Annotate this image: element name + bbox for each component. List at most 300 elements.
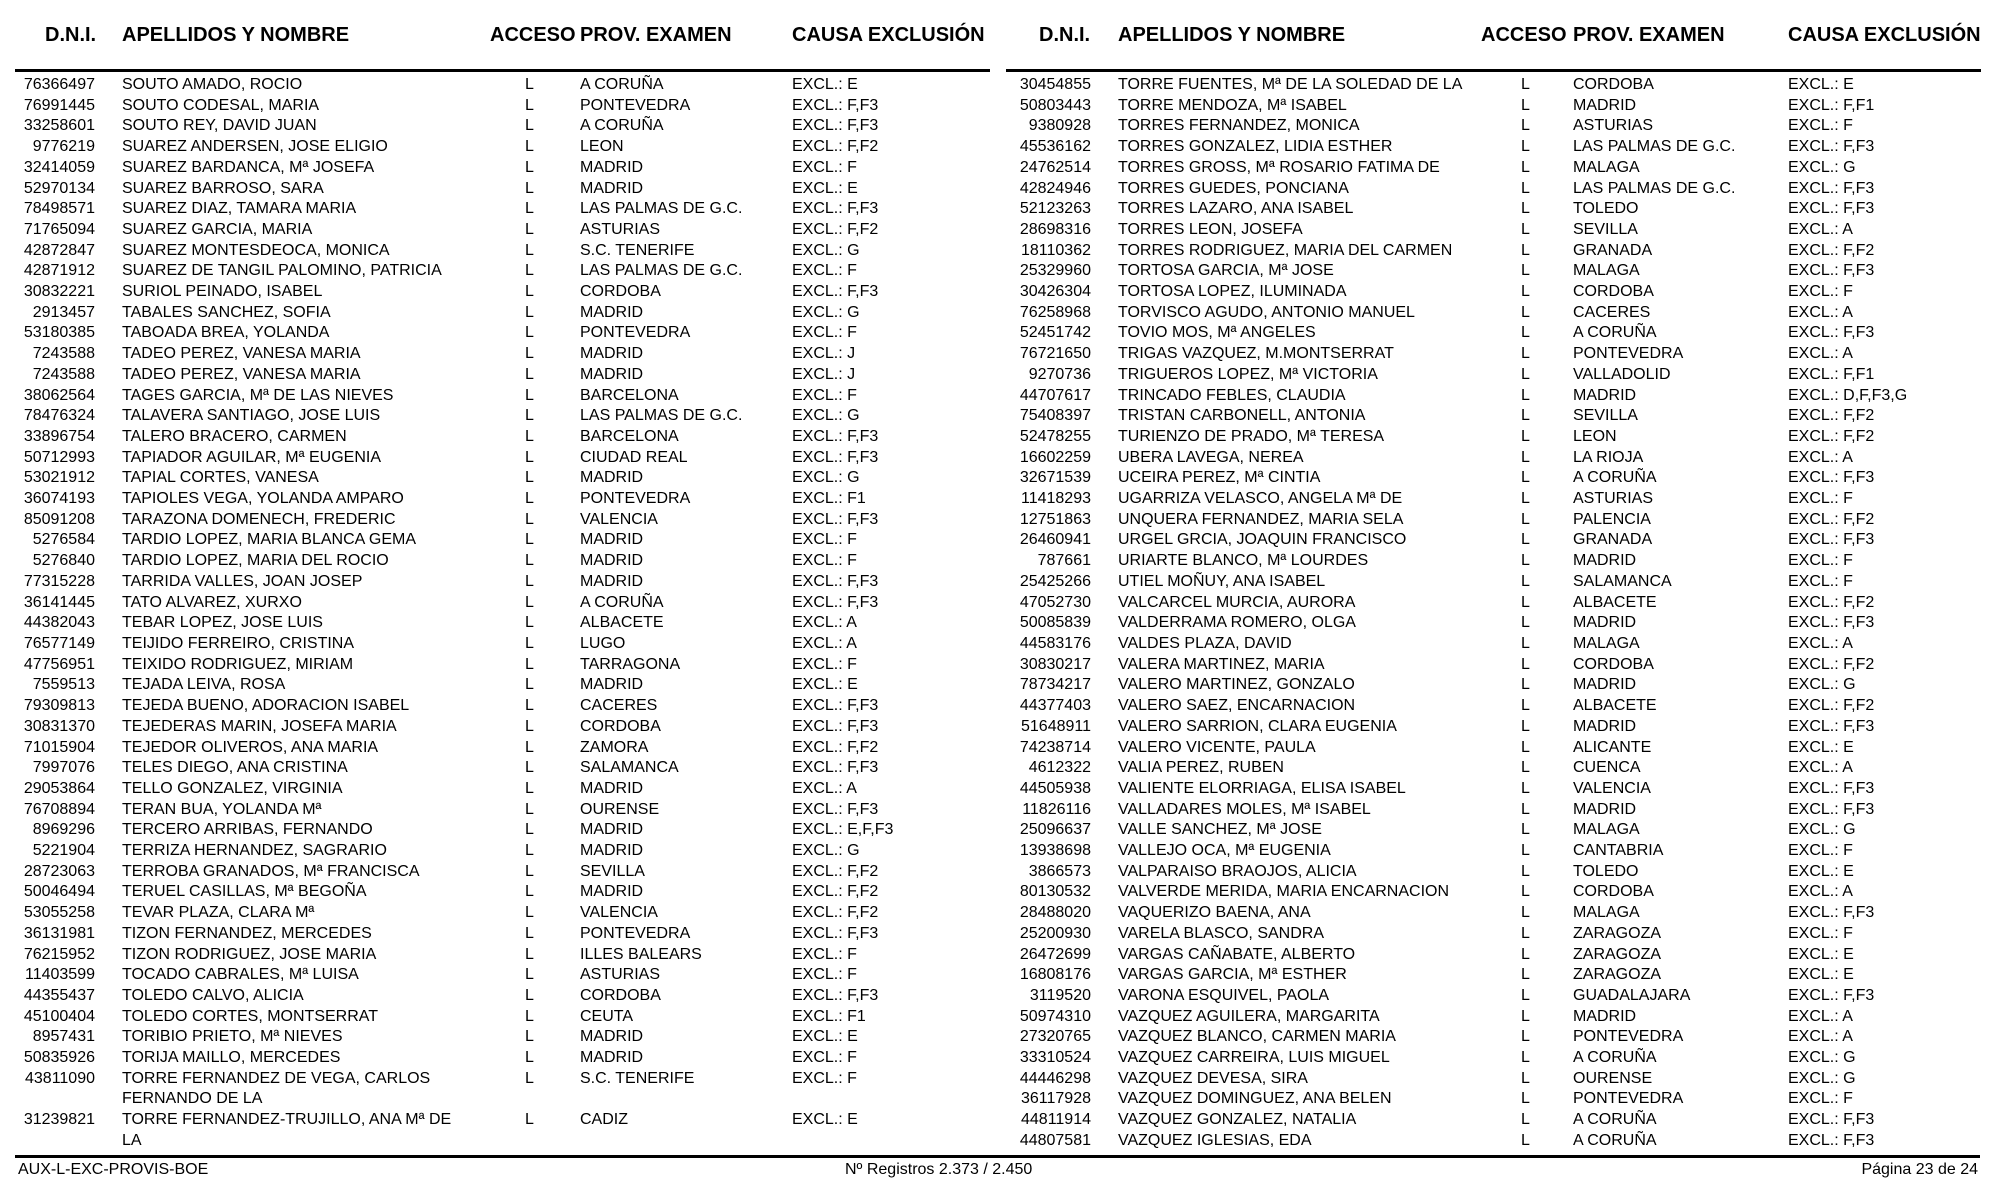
cell-prov: MADRID xyxy=(580,821,644,839)
cell-name: VALCARCEL MURCIA, AURORA xyxy=(1118,593,1356,611)
cell-prov: ASTURIAS xyxy=(580,966,661,984)
cell-prov: A CORUÑA xyxy=(1573,1111,1657,1129)
cell-prov: A CORUÑA xyxy=(1573,1131,1657,1149)
cell-acceso: L xyxy=(525,324,534,342)
cell-prov: MADRID xyxy=(1573,800,1637,818)
table-row xyxy=(1006,862,1981,883)
table-row xyxy=(15,965,990,986)
cell-prov: ZARAGOZA xyxy=(1573,945,1662,963)
cell-dni: 50803443 xyxy=(1019,96,1091,114)
cell-acceso: L xyxy=(1521,531,1530,549)
cell-name: UBERA LAVEGA, NEREA xyxy=(1118,448,1304,466)
cell-name: TORRES FERNANDEZ, MONICA xyxy=(1118,117,1360,135)
cell-prov: CADIZ xyxy=(580,1111,628,1129)
right-rows xyxy=(1006,75,1981,1152)
cell-causa: EXCL.: F xyxy=(792,655,857,673)
cell-name: TOVIO MOS, Mª ANGELES xyxy=(1118,324,1316,342)
cell-acceso: L xyxy=(1521,448,1530,466)
table-row xyxy=(1006,903,1981,924)
cell-prov: LAS PALMAS DE G.C. xyxy=(580,407,743,425)
cell-prov: PONTEVEDRA xyxy=(580,924,691,942)
header-causa: CAUSA EXCLUSIÓN xyxy=(792,24,985,46)
table-row xyxy=(1006,261,1981,282)
cell-name: UCEIRA PEREZ, Mª CINTIA xyxy=(1118,469,1321,487)
table-row xyxy=(15,323,990,344)
cell-causa: EXCL.: F,F3 xyxy=(1788,531,1875,549)
cell-causa: EXCL.: G xyxy=(1788,158,1856,176)
cell-name: TARDIO LOPEZ, MARIA BLANCA GEMA xyxy=(122,531,416,549)
table-row xyxy=(15,220,990,241)
cell-causa: EXCL.: F,F3 xyxy=(792,510,879,528)
cell-name: VALVERDE MERIDA, MARIA ENCARNACION xyxy=(1118,883,1450,901)
cell-acceso: L xyxy=(525,986,534,1004)
cell-prov: MADRID xyxy=(580,1028,644,1046)
cell-name: TAPIADOR AGUILAR, Mª EUGENIA xyxy=(122,448,382,466)
cell-dni: 47756951 xyxy=(23,655,95,673)
table-row xyxy=(15,986,990,1007)
cell-prov: TARRAGONA xyxy=(580,655,681,673)
table-row xyxy=(1006,468,1981,489)
cell-prov: MADRID xyxy=(1573,717,1637,735)
table-row xyxy=(1006,448,1981,469)
table-row xyxy=(1006,137,1981,158)
cell-dni: 30830217 xyxy=(1019,655,1091,673)
cell-acceso: L xyxy=(525,593,534,611)
cell-acceso: L xyxy=(525,1007,534,1025)
cell-causa: EXCL.: E xyxy=(1788,738,1854,756)
cell-dni: 76577149 xyxy=(23,634,95,652)
table-row xyxy=(1006,1131,1981,1152)
cell-name: TEVAR PLAZA, CLARA Mª xyxy=(122,904,315,922)
cell-name: TABOADA BREA, YOLANDA xyxy=(122,324,330,342)
table-row xyxy=(1006,96,1981,117)
cell-acceso: L xyxy=(525,1028,534,1046)
cell-dni: 3119520 xyxy=(1029,986,1091,1004)
cell-dni: 44505938 xyxy=(1019,779,1091,797)
cell-prov: MADRID xyxy=(580,552,644,570)
cell-prov: LA RIOJA xyxy=(1573,448,1644,466)
cell-name: TORRES LEON, JOSEFA xyxy=(1118,220,1303,238)
cell-causa: EXCL.: F xyxy=(1788,572,1853,590)
cell-causa: EXCL.: F,F3 xyxy=(792,986,879,1004)
cell-causa: EXCL.: A xyxy=(1788,634,1853,652)
cell-name: TORIJA MAILLO, MERCEDES xyxy=(122,1049,341,1067)
cell-acceso: L xyxy=(525,572,534,590)
cell-prov: MADRID xyxy=(1573,676,1637,694)
table-row xyxy=(1006,489,1981,510)
cell-dni: 29053864 xyxy=(23,779,95,797)
cell-causa: EXCL.: F,F3 xyxy=(792,283,879,301)
cell-prov: MALAGA xyxy=(1573,262,1640,280)
cell-dni: 42872847 xyxy=(23,241,95,259)
cell-dni: 36141445 xyxy=(23,593,95,611)
cell-prov: MADRID xyxy=(580,572,644,590)
cell-acceso: L xyxy=(1521,345,1530,363)
cell-acceso: L xyxy=(1521,738,1530,756)
cell-name: SUAREZ DE TANGIL PALOMINO, PATRICIA xyxy=(122,262,442,280)
cell-causa: EXCL.: A xyxy=(1788,345,1853,363)
cell-name: VALLADARES MOLES, Mª ISABEL xyxy=(1118,800,1371,818)
cell-prov: PONTEVEDRA xyxy=(580,490,691,508)
cell-dni: 44446298 xyxy=(1019,1069,1091,1087)
table-row xyxy=(15,903,990,924)
table-header xyxy=(1006,20,1981,50)
cell-dni: 25096637 xyxy=(1019,821,1091,839)
cell-dni: 44707617 xyxy=(1019,386,1091,404)
cell-acceso: L xyxy=(525,345,534,363)
table-row xyxy=(15,1007,990,1028)
cell-dni: 44583176 xyxy=(1019,634,1091,652)
cell-prov: MADRID xyxy=(1573,1007,1637,1025)
cell-dni: 78476324 xyxy=(23,407,95,425)
cell-acceso: L xyxy=(525,614,534,632)
cell-dni: 26472699 xyxy=(1019,945,1091,963)
cell-prov: LEON xyxy=(1573,427,1617,445)
cell-dni: 31239821 xyxy=(23,1111,95,1129)
cell-acceso: L xyxy=(525,697,534,715)
cell-dni: 45536162 xyxy=(1019,138,1091,156)
table-row xyxy=(15,924,990,945)
cell-acceso: L xyxy=(1521,842,1530,860)
cell-dni: 16602259 xyxy=(1019,448,1091,466)
cell-dni: 36117928 xyxy=(1021,1090,1091,1108)
cell-dni: 71015904 xyxy=(23,738,95,756)
table-row xyxy=(1006,738,1981,759)
cell-causa: EXCL.: A xyxy=(1788,448,1853,466)
cell-causa: EXCL.: F,F2 xyxy=(792,904,879,922)
cell-causa: EXCL.: J xyxy=(792,345,856,363)
cell-dni: 12751863 xyxy=(1019,510,1091,528)
cell-name: TARRIDA VALLES, JOAN JOSEP xyxy=(122,572,363,590)
cell-prov: MADRID xyxy=(1573,552,1637,570)
table-row xyxy=(15,634,990,655)
table-row xyxy=(1006,820,1981,841)
cell-dni: 76991445 xyxy=(23,96,95,114)
cell-acceso: L xyxy=(1521,1111,1530,1129)
cell-acceso: L xyxy=(525,800,534,818)
table-row xyxy=(15,241,990,262)
cell-acceso: L xyxy=(525,1069,534,1087)
cell-causa: EXCL.: J xyxy=(792,365,856,383)
cell-dni: 50085839 xyxy=(1019,614,1091,632)
cell-prov: TOLEDO xyxy=(1573,862,1639,880)
cell-acceso: L xyxy=(1521,697,1530,715)
table-row xyxy=(15,696,990,717)
table-row xyxy=(15,510,990,531)
cell-causa: EXCL.: E xyxy=(792,179,858,197)
cell-name: TORTOSA GARCIA, Mª JOSE xyxy=(1118,262,1334,280)
table-row xyxy=(1006,779,1981,800)
cell-name: VALLE SANCHEZ, Mª JOSE xyxy=(1118,821,1322,839)
cell-acceso: L xyxy=(525,220,534,238)
cell-prov: MADRID xyxy=(580,179,644,197)
cell-prov: VALENCIA xyxy=(580,904,658,922)
cell-name: VALERO VICENTE, PAULA xyxy=(1118,738,1316,756)
table-row xyxy=(1006,179,1981,200)
cell-dni: 13938698 xyxy=(1019,842,1091,860)
cell-acceso: L xyxy=(525,490,534,508)
cell-dni: 36131981 xyxy=(23,924,95,942)
cell-acceso: L xyxy=(525,904,534,922)
cell-acceso: L xyxy=(1521,883,1530,901)
cell-dni: 33258601 xyxy=(23,117,95,135)
cell-acceso: L xyxy=(525,469,534,487)
table-header xyxy=(15,20,990,50)
cell-acceso: L xyxy=(525,303,534,321)
cell-acceso: L xyxy=(525,552,534,570)
cell-name: TATO ALVAREZ, XURXO xyxy=(122,593,302,611)
table-row xyxy=(15,882,990,903)
cell-name: TIZON RODRIGUEZ, JOSE MARIA xyxy=(122,945,377,963)
cell-causa: EXCL.: E xyxy=(1788,862,1854,880)
table-row xyxy=(1006,675,1981,696)
cell-dni: 30831370 xyxy=(23,717,95,735)
cell-acceso: L xyxy=(1521,96,1530,114)
cell-acceso: L xyxy=(1521,490,1530,508)
cell-causa: EXCL.: F,F3 xyxy=(1788,179,1875,197)
cell-causa: EXCL.: E xyxy=(792,76,858,93)
cell-causa: EXCL.: A xyxy=(792,634,857,652)
cell-name: TALERO BRACERO, CARMEN xyxy=(122,427,347,445)
cell-name: UTIEL MOÑUY, ANA ISABEL xyxy=(1118,572,1326,590)
cell-name: TELES DIEGO, ANA CRISTINA xyxy=(122,759,348,777)
cell-dni: 42824946 xyxy=(1019,179,1091,197)
table-row xyxy=(15,386,990,407)
cell-prov: MADRID xyxy=(580,779,644,797)
cell-causa: EXCL.: A xyxy=(1788,220,1853,238)
cell-prov: S.C. TENERIFE xyxy=(580,1069,695,1087)
cell-acceso: L xyxy=(1521,1069,1530,1087)
cell-acceso: L xyxy=(1521,469,1530,487)
cell-name: TEIJIDO FERREIRO, CRISTINA xyxy=(122,634,355,652)
cell-acceso: L xyxy=(525,365,534,383)
table-row xyxy=(1006,365,1981,386)
cell-dni: 52478255 xyxy=(1019,427,1091,445)
cell-name: TEJEDA BUENO, ADORACION ISABEL xyxy=(122,697,410,715)
cell-causa: EXCL.: A xyxy=(1788,1007,1853,1025)
cell-causa: EXCL.: F,F3 xyxy=(1788,262,1875,280)
cell-acceso: L xyxy=(1521,76,1530,93)
cell-acceso: L xyxy=(1521,510,1530,528)
cell-dni: 47052730 xyxy=(1019,593,1091,611)
cell-acceso: L xyxy=(1521,158,1530,176)
header-rule xyxy=(1006,69,1981,72)
table-row xyxy=(15,427,990,448)
cell-prov: SALAMANCA xyxy=(1573,572,1672,590)
cell-prov: MALAGA xyxy=(1573,634,1640,652)
table-row xyxy=(1006,572,1981,593)
cell-prov: A CORUÑA xyxy=(580,117,664,135)
cell-dni: 44811914 xyxy=(1021,1111,1091,1129)
cell-name: SUAREZ ANDERSEN, JOSE ELIGIO xyxy=(122,138,388,156)
table-row xyxy=(15,179,990,200)
table-row xyxy=(15,572,990,593)
cell-acceso: L xyxy=(525,966,534,984)
cell-prov: TOLEDO xyxy=(1573,200,1639,218)
cell-causa: EXCL.: F,F2 xyxy=(1788,697,1875,715)
cell-acceso: L xyxy=(1521,220,1530,238)
cell-dni: 11418293 xyxy=(1021,490,1091,508)
table-row xyxy=(1006,427,1981,448)
cell-acceso: L xyxy=(525,386,534,404)
cell-causa: EXCL.: G xyxy=(792,842,860,860)
cell-causa: EXCL.: E xyxy=(1788,76,1854,93)
table-row xyxy=(15,137,990,158)
cell-name: TORRE FERNANDEZ-TRUJILLO, ANA Mª DE LA xyxy=(122,1111,452,1149)
cell-name: VALERA MARTINEZ, MARIA xyxy=(1118,655,1325,673)
table-row xyxy=(15,551,990,572)
cell-prov: MALAGA xyxy=(1573,904,1640,922)
cell-prov: S.C. TENERIFE xyxy=(580,241,695,259)
cell-acceso: L xyxy=(1521,1028,1530,1046)
table-row xyxy=(15,406,990,427)
cell-causa: EXCL.: F xyxy=(1788,552,1853,570)
cell-prov: CACERES xyxy=(580,697,658,715)
cell-dni: 43811090 xyxy=(25,1069,95,1087)
table-row xyxy=(15,530,990,551)
cell-name: TADEO PEREZ, VANESA MARIA xyxy=(122,345,361,363)
cell-causa: EXCL.: F,F3 xyxy=(1788,614,1875,632)
cell-dni: 24762514 xyxy=(1019,158,1091,176)
table-row xyxy=(15,779,990,800)
cell-causa: EXCL.: F,F3 xyxy=(792,800,879,818)
cell-acceso: L xyxy=(1521,200,1530,218)
table-row xyxy=(15,862,990,883)
table-row xyxy=(1006,220,1981,241)
cell-prov: LUGO xyxy=(580,634,626,652)
cell-causa: EXCL.: A xyxy=(1788,759,1853,777)
cell-causa: EXCL.: F xyxy=(792,262,857,280)
cell-prov: PONTEVEDRA xyxy=(1573,1028,1684,1046)
cell-causa: EXCL.: F xyxy=(1788,117,1853,135)
cell-acceso: L xyxy=(1521,717,1530,735)
cell-acceso: L xyxy=(525,407,534,425)
cell-acceso: L xyxy=(1521,779,1530,797)
cell-name: VARONA ESQUIVEL, PAOLA xyxy=(1118,986,1330,1004)
table-row xyxy=(15,365,990,386)
cell-prov: VALENCIA xyxy=(1573,779,1651,797)
table-row xyxy=(1006,613,1981,634)
cell-name: TERROBA GRANADOS, Mª FRANCISCA xyxy=(122,862,420,880)
cell-name: TORTOSA LOPEZ, ILUMINADA xyxy=(1118,283,1347,301)
cell-prov: LAS PALMAS DE G.C. xyxy=(1573,138,1736,156)
table-row xyxy=(1006,1089,1981,1110)
cell-causa: EXCL.: E xyxy=(792,676,858,694)
cell-causa: EXCL.: E xyxy=(1788,966,1854,984)
cell-causa: EXCL.: F xyxy=(1788,842,1853,860)
cell-causa: EXCL.: A xyxy=(1788,303,1853,321)
cell-dni: 28723063 xyxy=(23,862,95,880)
table-row xyxy=(1006,717,1981,738)
cell-prov: CEUTA xyxy=(580,1007,634,1025)
cell-dni: 44382043 xyxy=(23,614,95,632)
cell-causa: EXCL.: F,F3 xyxy=(792,717,879,735)
cell-acceso: L xyxy=(525,1049,534,1067)
table-row xyxy=(15,945,990,966)
cell-name: TORRE MENDOZA, Mª ISABEL xyxy=(1118,96,1347,114)
cell-name: TORRES GONZALEZ, LIDIA ESTHER xyxy=(1118,138,1393,156)
cell-acceso: L xyxy=(1521,593,1530,611)
table-row xyxy=(15,489,990,510)
header-causa: CAUSA EXCLUSIÓN xyxy=(1788,24,1981,46)
cell-acceso: L xyxy=(525,531,534,549)
header-rule xyxy=(15,69,990,72)
cell-causa: EXCL.: G xyxy=(792,303,860,321)
cell-name: SUAREZ GARCIA, MARIA xyxy=(122,220,313,238)
cell-prov: CORDOBA xyxy=(580,717,661,735)
table-row xyxy=(1006,945,1981,966)
cell-causa: EXCL.: F1 xyxy=(792,490,866,508)
cell-prov: CUENCA xyxy=(1573,759,1641,777)
cell-dni: 85091208 xyxy=(23,510,95,528)
cell-acceso: L xyxy=(1521,179,1530,197)
cell-name: TORRES GROSS, Mª ROSARIO FATIMA DE xyxy=(1118,158,1440,176)
cell-causa: EXCL.: E,F,F3 xyxy=(792,821,894,839)
cell-dni: 53180385 xyxy=(23,324,95,342)
cell-causa: EXCL.: F xyxy=(792,552,857,570)
table-row xyxy=(1006,406,1981,427)
cell-dni: 28698316 xyxy=(1019,220,1091,238)
cell-dni: 38062564 xyxy=(23,386,95,404)
cell-dni: 77315228 xyxy=(23,572,95,590)
cell-dni: 30832221 xyxy=(23,283,95,301)
cell-prov: PONTEVEDRA xyxy=(1573,1090,1684,1108)
cell-dni: 9380928 xyxy=(1028,117,1091,135)
cell-causa: EXCL.: F,F2 xyxy=(1788,241,1875,259)
cell-acceso: L xyxy=(1521,1049,1530,1067)
cell-name: SUAREZ BARDANCA, Mª JOSEFA xyxy=(122,158,375,176)
cell-name: SOUTO AMADO, ROCIO xyxy=(122,76,303,93)
cell-prov: LAS PALMAS DE G.C. xyxy=(580,200,743,218)
cell-acceso: L xyxy=(525,262,534,280)
cell-dni: 80130532 xyxy=(1019,883,1091,901)
cell-name: UNQUERA FERNANDEZ, MARIA SELA xyxy=(1118,510,1404,528)
cell-dni: 7243588 xyxy=(32,365,95,383)
cell-causa: EXCL.: A xyxy=(1788,883,1853,901)
cell-acceso: L xyxy=(1521,1007,1530,1025)
cell-prov: CORDOBA xyxy=(580,283,661,301)
table-row xyxy=(1006,965,1981,986)
cell-causa: EXCL.: F,F2 xyxy=(792,738,879,756)
cell-dni: 36074193 xyxy=(23,490,95,508)
cell-name: TARAZONA DOMENECH, FREDERIC xyxy=(122,510,396,528)
table-row xyxy=(1006,841,1981,862)
cell-dni: 16808176 xyxy=(1019,966,1091,984)
table-row xyxy=(15,1027,990,1048)
table-row xyxy=(15,593,990,614)
cell-prov: CORDOBA xyxy=(1573,883,1654,901)
cell-prov: CORDOBA xyxy=(1573,76,1654,93)
cell-name: VALERO SARRION, CLARA EUGENIA xyxy=(1118,717,1397,735)
cell-acceso: L xyxy=(1521,945,1530,963)
cell-prov: PONTEVEDRA xyxy=(1573,345,1684,363)
cell-acceso: L xyxy=(525,862,534,880)
table-row xyxy=(15,800,990,821)
header-name: APELLIDOS Y NOMBRE xyxy=(122,24,350,46)
cell-prov: ALICANTE xyxy=(1573,738,1652,756)
cell-name: TAPIOLES VEGA, YOLANDA AMPARO xyxy=(122,490,404,508)
cell-causa: EXCL.: F,F3 xyxy=(792,924,879,942)
cell-causa: EXCL.: F,F2 xyxy=(1788,510,1875,528)
cell-dni: 7997076 xyxy=(32,759,95,777)
cell-acceso: L xyxy=(1521,117,1530,135)
cell-name: TOLEDO CALVO, ALICIA xyxy=(122,986,304,1004)
cell-prov: VALENCIA xyxy=(580,510,658,528)
cell-acceso: L xyxy=(1521,572,1530,590)
cell-dni: 76215952 xyxy=(23,945,95,963)
cell-prov: CACERES xyxy=(1573,303,1651,321)
cell-name: VAZQUEZ BLANCO, CARMEN MARIA xyxy=(1118,1028,1396,1046)
